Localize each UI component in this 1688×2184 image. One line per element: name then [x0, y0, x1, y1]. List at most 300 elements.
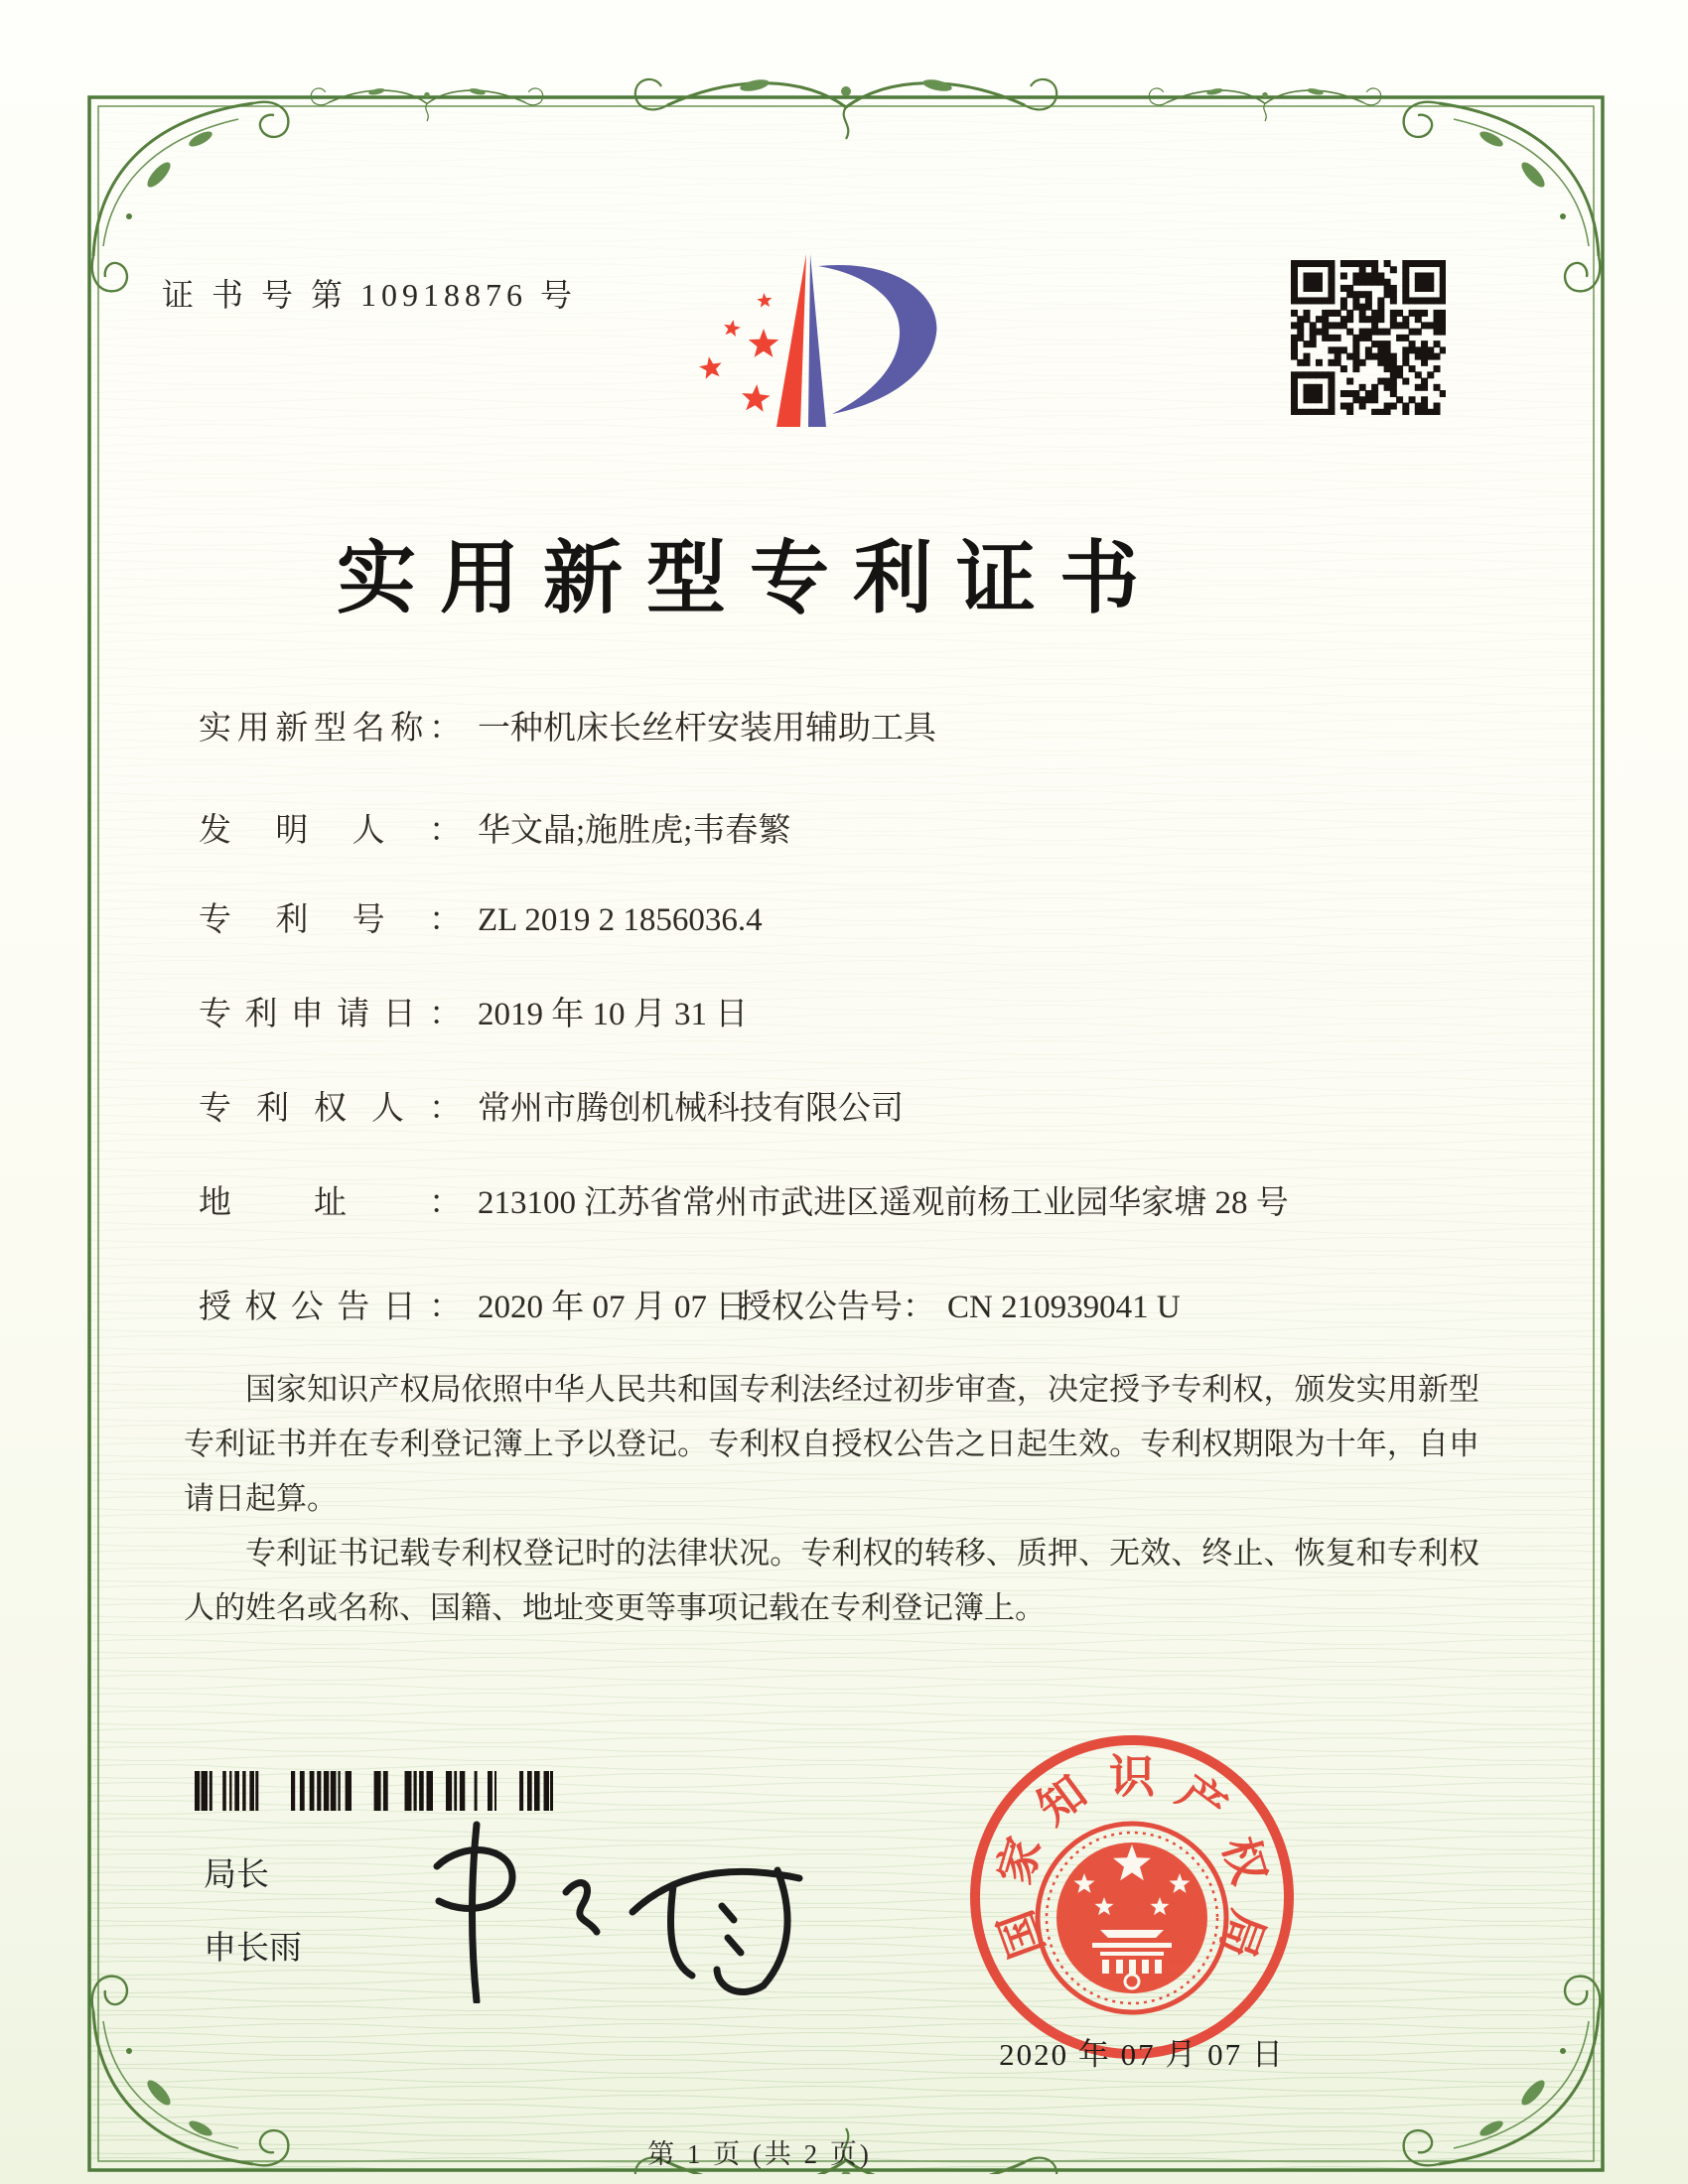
qr-module — [1402, 285, 1409, 292]
barcode-bar — [242, 1771, 245, 1811]
qr-module — [1402, 378, 1409, 385]
qr-module — [1440, 291, 1446, 298]
qr-module — [1322, 316, 1329, 323]
qr-module — [1291, 279, 1298, 286]
qr-module — [1365, 335, 1372, 341]
qr-module — [1352, 396, 1359, 403]
qr-module — [1384, 359, 1391, 366]
qr-module — [1316, 329, 1323, 336]
qr-module — [1328, 291, 1335, 298]
qr-module — [1390, 316, 1397, 323]
qr-module — [1421, 409, 1428, 415]
qr-module — [1427, 409, 1434, 415]
qr-module — [1322, 371, 1329, 378]
qr-module — [1402, 279, 1409, 286]
qr-module — [1377, 359, 1384, 366]
qr-module — [1427, 297, 1434, 304]
qr-module — [1415, 346, 1422, 353]
qr-module — [1421, 279, 1428, 286]
qr-module — [1390, 378, 1397, 385]
qr-module — [1322, 322, 1329, 329]
qr-module — [1434, 384, 1441, 391]
qr-module — [1402, 272, 1409, 279]
qr-module — [1340, 297, 1347, 304]
qr-module — [1335, 359, 1341, 366]
qr-module — [1384, 285, 1391, 292]
qr-module — [1415, 279, 1422, 286]
qr-module — [1421, 297, 1428, 304]
qr-module — [1328, 409, 1335, 415]
qr-module — [1352, 346, 1359, 353]
qr-module — [1297, 316, 1304, 323]
qr-module — [1402, 353, 1409, 360]
barcode-bar — [291, 1771, 295, 1811]
qr-module — [1291, 291, 1298, 298]
qr-module — [1427, 322, 1434, 329]
qr-module — [1390, 322, 1397, 329]
qr-module — [1310, 409, 1317, 415]
qr-module — [1365, 304, 1372, 311]
field-row-filing-date — [199, 988, 748, 1034]
barcode-bar — [195, 1771, 198, 1811]
qr-module — [1352, 297, 1359, 304]
qr-module — [1440, 329, 1446, 336]
field-label: 授权公告号： — [739, 1290, 935, 1325]
qr-module — [1390, 285, 1397, 292]
qr-module — [1402, 316, 1409, 323]
qr-module — [1396, 310, 1403, 317]
qr-module — [1434, 365, 1441, 372]
qr-module — [1316, 359, 1323, 366]
qr-module — [1322, 297, 1329, 304]
qr-module — [1371, 260, 1378, 267]
qr-module — [1352, 365, 1359, 372]
seal-character: 识 — [1109, 1751, 1155, 1803]
star-icon — [757, 293, 772, 308]
qr-module — [1427, 346, 1434, 353]
qr-module — [1328, 272, 1335, 279]
qr-module — [1402, 260, 1409, 267]
qr-module — [1440, 310, 1446, 317]
qr-module — [1384, 365, 1391, 372]
qr-module — [1303, 260, 1310, 267]
qr-module — [1291, 285, 1298, 292]
qr-module — [1415, 409, 1422, 415]
qr-module — [1303, 384, 1310, 391]
seal-date: 2020 年 07 月 07 日 — [999, 2037, 1285, 2072]
qr-module — [1434, 316, 1441, 323]
qr-module — [1297, 335, 1304, 341]
qr-module — [1371, 279, 1378, 286]
qr-module — [1310, 329, 1317, 336]
qr-module — [1340, 346, 1347, 353]
qr-module — [1316, 409, 1323, 415]
qr-module — [1440, 272, 1446, 279]
field-row-patent-number — [199, 893, 763, 940]
qr-module — [1371, 341, 1378, 347]
qr-module — [1377, 316, 1384, 323]
certificate-title: 实用新型专利证书 — [337, 536, 1163, 623]
qr-module — [1421, 353, 1428, 360]
qr-module — [1328, 279, 1335, 286]
field-label: 发明人： — [199, 813, 462, 849]
seal-character: 产 — [1168, 1766, 1236, 1835]
qr-module — [1390, 310, 1397, 317]
qr-module — [1310, 335, 1317, 341]
qr-module — [1434, 260, 1441, 267]
qr-module — [1396, 396, 1403, 403]
qr-module — [1352, 291, 1359, 298]
field-value: 2019 年 10 月 31 日 — [478, 997, 749, 1032]
qr-module — [1310, 297, 1317, 304]
qr-module — [1291, 310, 1298, 317]
field-label: 授权公告日： — [199, 1290, 462, 1325]
qr-module — [1291, 353, 1298, 360]
qr-module — [1291, 322, 1298, 329]
handwritten-signature-icon — [382, 1805, 839, 2003]
qr-module — [1365, 316, 1372, 323]
qr-module — [1377, 272, 1384, 279]
qr-module — [1328, 384, 1335, 391]
qr-module — [1303, 285, 1310, 292]
qr-module — [1297, 409, 1304, 415]
qr-module — [1316, 272, 1323, 279]
qr-module — [1340, 272, 1347, 279]
qr-module — [1396, 322, 1403, 329]
qr-module — [1335, 353, 1341, 360]
qr-module — [1434, 341, 1441, 347]
qr-module — [1303, 341, 1310, 347]
qr-module — [1440, 266, 1446, 273]
qr-module — [1409, 310, 1416, 317]
qr-module — [1352, 359, 1359, 366]
qr-module — [1316, 390, 1323, 397]
qr-module — [1421, 346, 1428, 353]
qr-module — [1377, 310, 1384, 317]
field-label: 地址： — [199, 1185, 462, 1221]
qr-module — [1421, 285, 1428, 292]
qr-module — [1421, 403, 1428, 410]
qr-module — [1359, 384, 1366, 391]
qr-module — [1434, 297, 1441, 304]
qr-module — [1303, 272, 1310, 279]
qr-module — [1415, 371, 1422, 378]
star-icon — [724, 320, 741, 337]
qr-module — [1409, 329, 1416, 336]
qr-module — [1359, 272, 1366, 279]
qr-module — [1291, 260, 1298, 267]
qr-module — [1322, 329, 1329, 336]
qr-module — [1390, 384, 1397, 391]
qr-module — [1402, 266, 1409, 273]
qr-module — [1390, 353, 1397, 360]
qr-module — [1384, 260, 1391, 267]
qr-module — [1421, 378, 1428, 385]
qr-module — [1377, 329, 1384, 336]
qr-module — [1346, 316, 1353, 323]
qr-module — [1409, 346, 1416, 353]
qr-module — [1377, 353, 1384, 360]
qr-module — [1365, 353, 1372, 360]
qr-module — [1434, 329, 1441, 336]
barcode-bar — [210, 1771, 212, 1811]
qr-module — [1291, 272, 1298, 279]
qr-module — [1316, 297, 1323, 304]
qr-module — [1402, 322, 1409, 329]
qr-module — [1340, 322, 1347, 329]
qr-module — [1322, 310, 1329, 317]
qr-module — [1377, 304, 1384, 311]
qr-module — [1440, 390, 1446, 397]
qr-module — [1421, 322, 1428, 329]
qr-module — [1415, 403, 1422, 410]
qr-module — [1359, 359, 1366, 366]
qr-module — [1415, 316, 1422, 323]
qr-module — [1421, 396, 1428, 403]
qr-module — [1377, 346, 1384, 353]
qr-module — [1396, 335, 1403, 341]
qr-module — [1335, 310, 1341, 317]
qr-module — [1365, 346, 1372, 353]
qr-module — [1303, 371, 1310, 378]
qr-module — [1421, 272, 1428, 279]
qr-module — [1390, 403, 1397, 410]
qr-module — [1346, 353, 1353, 360]
qr-module — [1340, 365, 1347, 372]
qr-module — [1291, 384, 1298, 391]
legal-text-block — [184, 1362, 1479, 1635]
qr-module — [1365, 390, 1372, 397]
qr-module — [1310, 390, 1317, 397]
qr-module — [1371, 316, 1378, 323]
field-row-patentee — [199, 1082, 904, 1129]
seal-character: 局 — [1210, 1904, 1274, 1965]
qr-module — [1310, 341, 1317, 347]
qr-module — [1359, 316, 1366, 323]
star-icon — [699, 356, 722, 379]
qr-module — [1346, 409, 1353, 415]
qr-module — [1352, 260, 1359, 267]
qr-module — [1291, 409, 1298, 415]
qr-module — [1421, 359, 1428, 366]
qr-module — [1303, 353, 1310, 360]
qr-module — [1359, 260, 1366, 267]
qr-module — [1402, 297, 1409, 304]
barcode-bar — [202, 1771, 209, 1811]
qr-module — [1340, 316, 1347, 323]
barcode-bar — [324, 1771, 329, 1811]
field-value: 一种机床长丝杆安装用辅助工具 — [478, 711, 936, 747]
barcode-bar — [338, 1771, 340, 1811]
qr-module — [1409, 365, 1416, 372]
qr-module — [1415, 384, 1422, 391]
qr-module — [1415, 297, 1422, 304]
qr-module — [1384, 409, 1391, 415]
qr-module — [1359, 279, 1366, 286]
qr-module — [1297, 297, 1304, 304]
qr-module — [1440, 279, 1446, 286]
qr-module — [1346, 403, 1353, 410]
qr-module — [1371, 384, 1378, 391]
qr-module — [1365, 272, 1372, 279]
qr-module — [1409, 396, 1416, 403]
legal-paragraph-2: 专利证书记载专利权登记时的法律状况。专利权的转移、质押、无效、终止、恢复和专利权人的姓名或名称、国籍、地址变更等事项记载在专利登记簿上。 — [184, 1536, 1479, 1625]
qr-module — [1328, 260, 1335, 267]
qr-module — [1328, 396, 1335, 403]
qr-module — [1427, 371, 1434, 378]
qr-module — [1402, 346, 1409, 353]
qr-module — [1402, 403, 1409, 410]
official-red-seal — [943, 1712, 1331, 2080]
legal-paragraph-1: 国家知识产权局依照中华人民共和国专利法经过初步审查，决定授予专利权，颁发实用新型专利证书并在专利登记簿上予以登记。专利权自授权公告之日起生效。专利权期限为十年，自申请日起算。 — [184, 1372, 1479, 1516]
qr-module — [1291, 371, 1298, 378]
qr-module — [1427, 272, 1434, 279]
qr-module — [1297, 322, 1304, 329]
qr-module — [1352, 353, 1359, 360]
qr-module — [1328, 378, 1335, 385]
qr-module — [1440, 285, 1446, 292]
qr-module — [1415, 353, 1422, 360]
qr-module — [1322, 409, 1329, 415]
qr-module — [1409, 260, 1416, 267]
qr-module — [1384, 403, 1391, 410]
qr-module — [1352, 304, 1359, 311]
qr-module — [1415, 310, 1422, 317]
qr-module — [1328, 346, 1335, 353]
qr-module — [1384, 329, 1391, 336]
qr-module — [1427, 353, 1434, 360]
qr-module — [1440, 316, 1446, 323]
qr-module — [1396, 365, 1403, 372]
seal-character: 知 — [1028, 1766, 1096, 1835]
qr-module — [1409, 297, 1416, 304]
qr-module — [1415, 329, 1422, 336]
seal-character: 国 — [990, 1904, 1054, 1965]
qr-module — [1340, 260, 1347, 267]
qr-module — [1384, 384, 1391, 391]
qr-module — [1340, 403, 1347, 410]
qr-module — [1384, 279, 1391, 286]
qr-module — [1434, 322, 1441, 329]
qr-module — [1371, 310, 1378, 317]
qr-module — [1434, 310, 1441, 317]
field-value: CN 210939041 U — [947, 1290, 1181, 1325]
qr-module — [1346, 390, 1353, 397]
qr-module — [1371, 409, 1378, 415]
qr-module — [1316, 260, 1323, 267]
cnipa-logo-icon — [685, 240, 943, 435]
qr-module — [1291, 346, 1298, 353]
qr-module — [1346, 329, 1353, 336]
qr-module — [1297, 329, 1304, 336]
qr-module — [1415, 260, 1422, 267]
field-value: 常州市腾创机械科技有限公司 — [478, 1091, 904, 1127]
field-label: 专利号： — [199, 902, 462, 938]
seal-character: 权 — [1213, 1831, 1276, 1890]
qr-module — [1328, 403, 1335, 410]
barcode-bar — [229, 1771, 231, 1811]
qr-module — [1365, 260, 1372, 267]
field-value: 2020 年 07 月 07 日 — [478, 1290, 749, 1325]
qr-module — [1384, 291, 1391, 298]
qr-module — [1390, 390, 1397, 397]
field-label: 实用新型名称： — [199, 711, 462, 747]
barcode-bar — [234, 1771, 239, 1811]
qr-module — [1303, 316, 1310, 323]
qr-module — [1377, 341, 1384, 347]
qr-module — [1352, 279, 1359, 286]
qr-module — [1402, 359, 1409, 366]
qr-module — [1371, 322, 1378, 329]
qr-module — [1335, 322, 1341, 329]
qr-module — [1291, 341, 1298, 347]
star-icon — [749, 329, 778, 357]
qr-module — [1310, 384, 1317, 391]
qr-module — [1335, 346, 1341, 353]
qr-module — [1303, 359, 1310, 366]
qr-module — [1340, 285, 1347, 292]
qr-module — [1427, 279, 1434, 286]
qr-module — [1352, 390, 1359, 397]
qr-module — [1371, 266, 1378, 273]
qr-module — [1390, 371, 1397, 378]
qr-module — [1359, 403, 1366, 410]
qr-module — [1328, 335, 1335, 341]
qr-module — [1352, 272, 1359, 279]
qr-module — [1310, 260, 1317, 267]
qr-module — [1316, 279, 1323, 286]
qr-module — [1340, 304, 1347, 311]
logo-stars — [699, 293, 778, 412]
qr-module — [1390, 291, 1397, 298]
qr-module — [1291, 390, 1298, 397]
qr-module — [1310, 322, 1317, 329]
qr-module — [1434, 409, 1441, 415]
barcode-bar — [346, 1771, 352, 1811]
seal-character: 家 — [988, 1831, 1051, 1890]
qr-module — [1303, 297, 1310, 304]
qr-module — [1427, 285, 1434, 292]
qr-module — [1377, 297, 1384, 304]
qr-module — [1310, 371, 1317, 378]
qr-module — [1371, 396, 1378, 403]
qr-module — [1328, 310, 1335, 317]
qr-module — [1384, 378, 1391, 385]
qr-module — [1346, 378, 1353, 385]
qr-module — [1316, 285, 1323, 292]
qr-module — [1310, 272, 1317, 279]
qr-module — [1384, 346, 1391, 353]
qr-module — [1316, 396, 1323, 403]
qr-module — [1434, 353, 1441, 360]
qr-module — [1297, 260, 1304, 267]
qr-module — [1291, 403, 1298, 410]
commissioner-title: 局长 — [204, 1855, 269, 1892]
qr-module — [1291, 266, 1298, 273]
qr-module — [1359, 266, 1366, 273]
commissioner-name: 申长雨 — [204, 1929, 302, 1966]
qr-module — [1377, 279, 1384, 286]
qr-module — [1328, 371, 1335, 378]
qr-module — [1346, 260, 1353, 267]
field-value: ZL 2019 2 1856036.4 — [478, 902, 763, 938]
qr-module — [1365, 329, 1372, 336]
qr-module — [1359, 329, 1366, 336]
qr-module — [1409, 341, 1416, 347]
qr-module — [1359, 335, 1366, 341]
qr-module — [1402, 335, 1409, 341]
qr-module — [1402, 409, 1409, 415]
